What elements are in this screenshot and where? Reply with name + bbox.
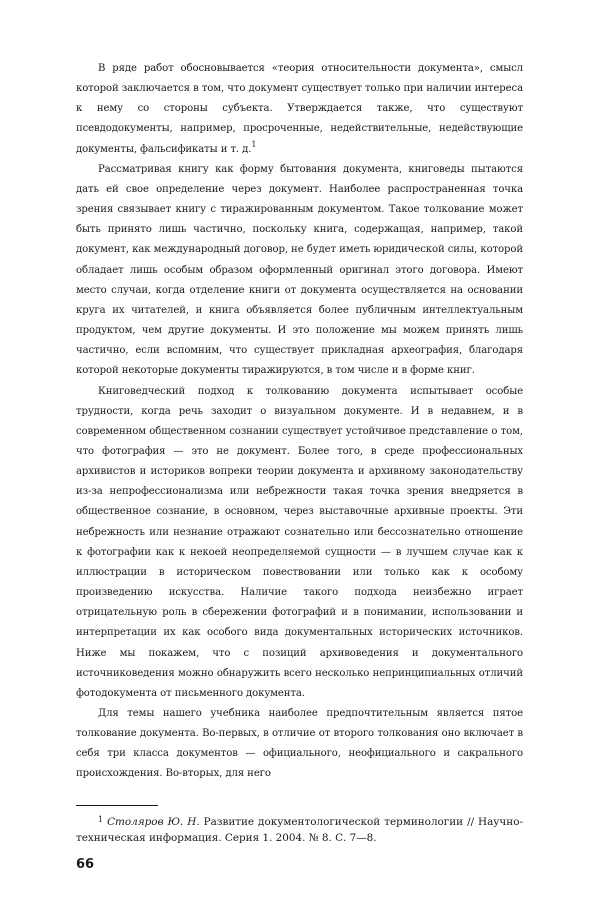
footnote-text: Развитие документологической терминологии // Научно-техническая информация. Серия 1. 2004. № 8. С. 7—8. [76,816,523,844]
paragraph-2: Рассматривая книгу как форму бытования документа, книговеды пытаются дать ей свое определение через документ. Наиболее распространенная точка зрения связывает книгу с тиражированным документом. Такое толкование может быть принято лишь частично, поскольку книга, содержащая, например, такой документ, как международный договор, не будет иметь юридической силы, которой обладает лишь особым образом оформленный оригинал этого договора. Имеют место случаи, когда отделение книги от документа осуществляется на основании круга их читателей, и книга объявляется более публичным интеллектуальным продуктом, чем другие документы. И это положение мы можем принять лишь частично, если вспомним, что существует прикладная археография, благодаря которой некоторые документы тиражируются, в том числе и в форме книг. [76,163,523,377]
paragraph-1: В ряде работ обосновывается «теория относительности документа», смысл которой заключается в том, что документ существует только при наличии интереса к нему со стороны субъекта. Утверждается также, что существуют псевдодокументы, например, просроченные, недействительные, недействующие документы, фальсификаты и т. д.$^1$ [76,63,523,155]
paragraph-4: Для темы нашего учебника наиболее предпочтительным является пятое толкование документа. Во-первых, в отличие от второго толкования оно включает в себя три класса документов — официального, неофициального и сакрального происхождения. Во-вторых, для него [76,708,523,780]
page-number: 66 [76,857,95,872]
footnote [76,812,523,846]
body-text [76,59,523,785]
footnote-mark: 1 [98,815,104,824]
footnote-reference: 1 [251,139,257,149]
footnote-author: Столяров Ю. Н. [107,816,200,828]
paragraph-3: Книговедческий подход к толкованию документа испытывает особые трудности, когда речь заходит о визуальном документе. И в недавнем, и в современном общественном сознании существует устойчивое представление о том, что фотография — это не документ. Более того, в среде профессиональных архивистов и историков вопреки теории документа и архивному законодательству из-за непрофессионализма или небрежности такая точка зрения внедряется в общественное сознание, в основном, через выставочные архивные проекты. Эти небрежность или незнание отражают сознательно или бессознательно отношение к фотографии как к некоей неопределяемой сущности — в лучшем случае как к иллюстрации в историческом повествовании или только как к особому произведению искусства. Наличие такого подхода неизбежно играет отрицательную роль в сбережении фотографий и в понимании, использовании и интерпретации их как особого вида документальных исторических источников. Ниже мы покажем, что с позиций архивоведения и документального источниковедения можно обнаружить всего несколько непринципиальных отличий фотодокумента от письменного документа. [76,385,523,699]
footnote-divider [76,805,158,806]
